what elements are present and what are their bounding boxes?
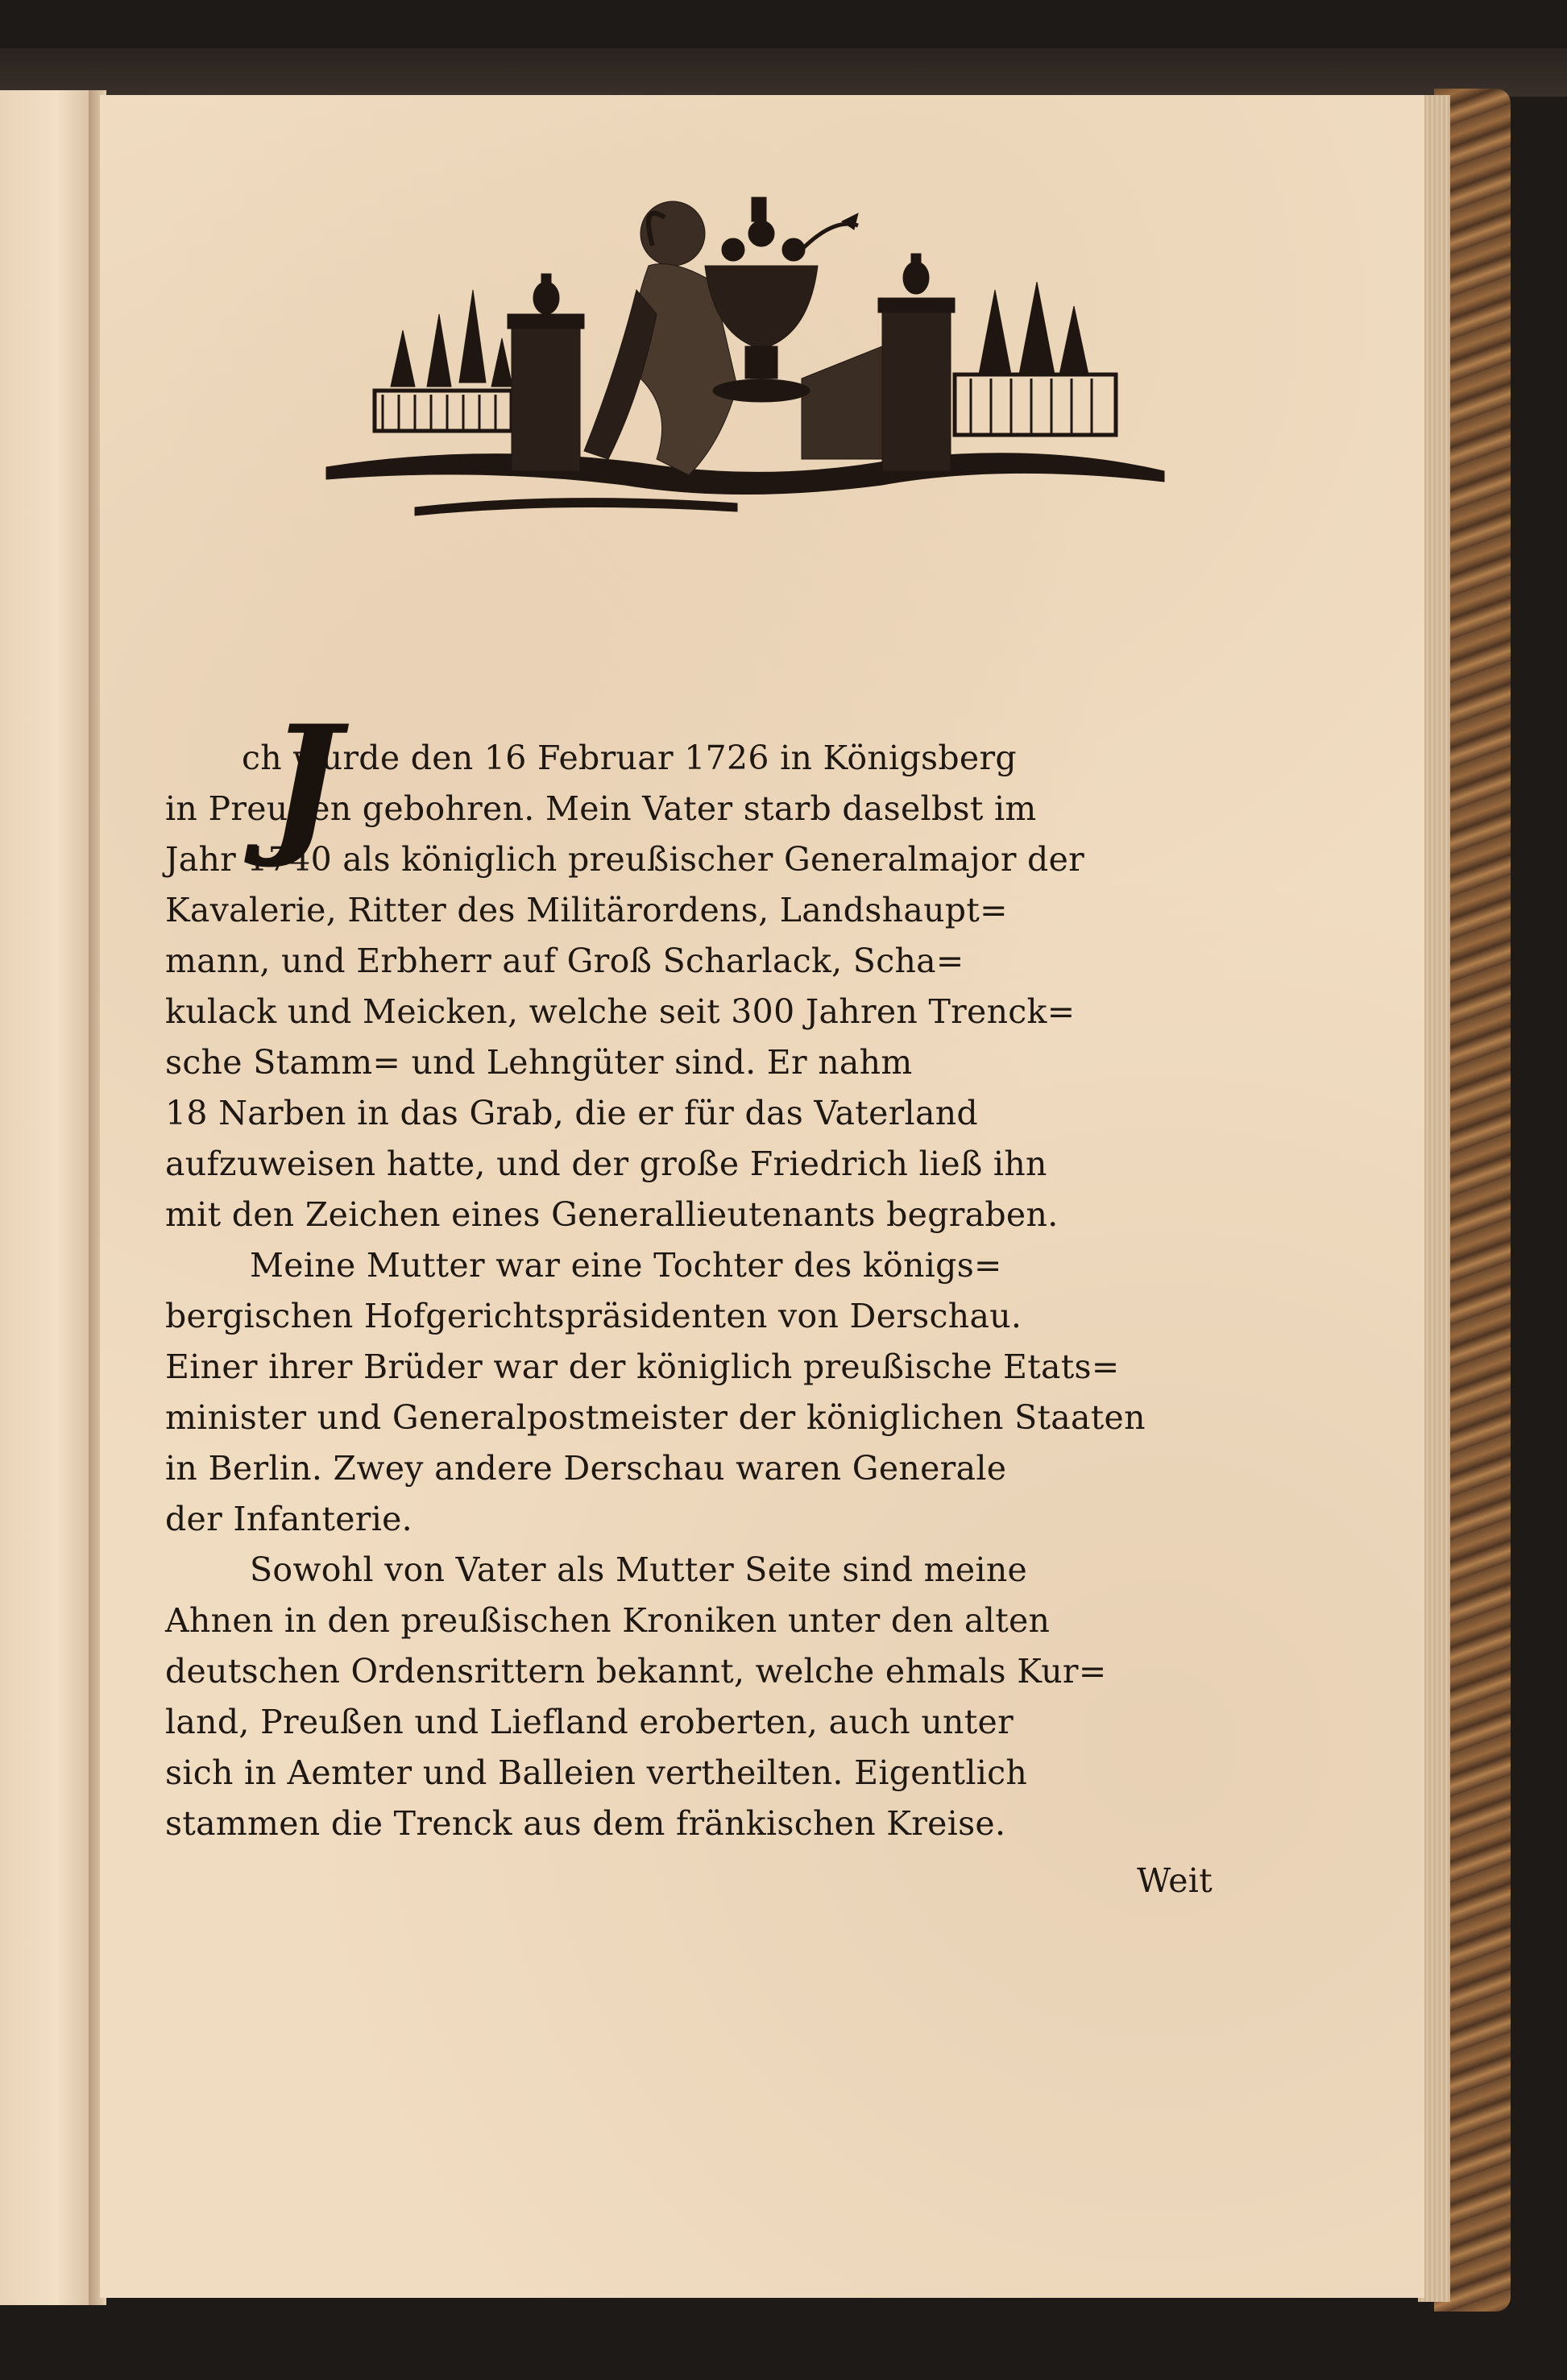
text-line: sche Stamm= und Lehngüter sind. Er nahm (165, 1043, 913, 1082)
woodcut-vignette (318, 185, 1172, 532)
text-line: Kavalerie, Ritter des Militärordens, Landshaupt= (165, 891, 1008, 929)
text-line: Jahr 1740 als königlich preußischer Generalmajor der (165, 840, 1085, 879)
page-text (165, 692, 1229, 1906)
text-line: stammen die Trenck aus dem fränkischen Kreise. (165, 1804, 1006, 1843)
text-line: Ahnen in den preußischen Kroniken unter den alten (165, 1601, 1051, 1640)
left-page-edge (0, 90, 95, 2305)
book-top-edge (0, 48, 1567, 97)
text-line: land, Preußen und Liefland eroberten, auch unter (165, 1703, 1014, 1741)
text-line: 18 Narben in das Grab, die er für das Vaterland (165, 1094, 978, 1132)
text-line: aufzuweisen hatte, und der große Friedrich ließ ihn (165, 1144, 1047, 1183)
text-line: bergischen Hofgerichtspräsidenten von Derschau. (165, 1297, 1022, 1335)
text-line: mann, und Erbherr auf Groß Scharlack, Scha= (165, 942, 964, 980)
text-line: Meine Mutter war eine Tochter des königs= (250, 1246, 1002, 1285)
drop-initial: J (268, 692, 342, 871)
text-line: in Berlin. Zwey andere Derschau waren Generale (165, 1449, 1007, 1488)
text-line: der Infanterie. (165, 1500, 413, 1538)
text-line: kulack und Meicken, welche seit 300 Jahren Trenck= (165, 992, 1076, 1031)
text-line: mit den Zeichen eines Generallieutenants begraben. (165, 1195, 1059, 1234)
text-line: Sowohl von Vater als Mutter Seite sind meine (250, 1550, 1028, 1589)
text-line: in Preußen gebohren. Mein Vater starb daselbst im (165, 789, 1037, 828)
text-line: sich in Aemter und Balleien vertheilten. Eigentlich (165, 1753, 1028, 1792)
catchword: Weit (1137, 1861, 1213, 1900)
text-line: minister und Generalpostmeister der königlichen Staaten (165, 1398, 1146, 1437)
text-line: deutschen Ordensrittern bekannt, welche ehmals Kur= (165, 1652, 1107, 1691)
text-line: ch wurde den 16 Februar 1726 in Königsberg (242, 739, 1017, 777)
text-line: Einer ihrer Brüder war der königlich preußische Etats= (165, 1347, 1120, 1386)
